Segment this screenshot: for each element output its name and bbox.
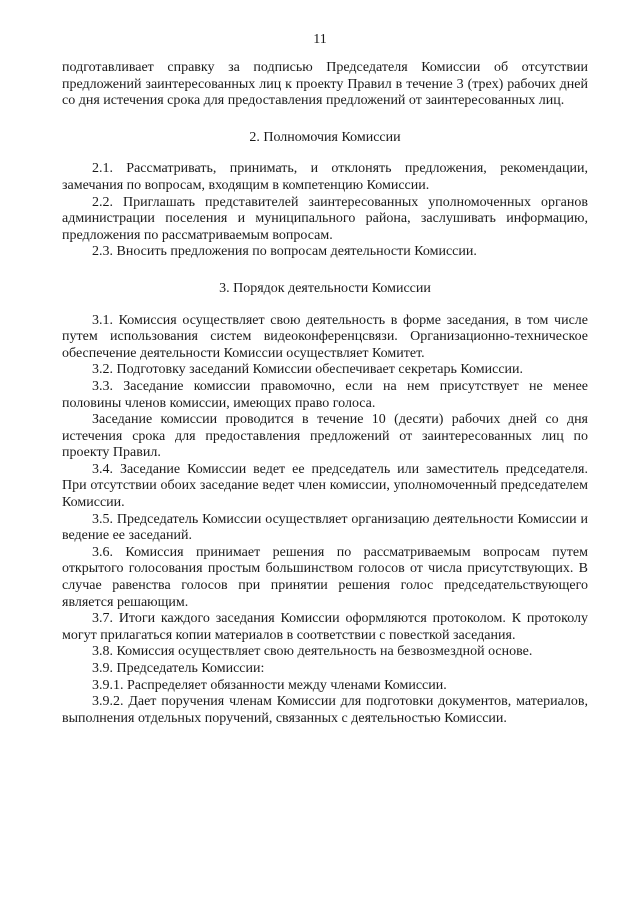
paragraph-3-7: 3.7. Итоги каждого заседания Комиссии оформляются протоколом. К протоколу могут прилагаться копии материалов в соответствии с повесткой заседания. xyxy=(62,611,588,643)
paragraph-3-6: 3.6. Комиссия принимает решения по рассматриваемым вопросам путем открытого голосования простым большинством голосов от числа присутствующих. В случае равенства голосов при принятии решения голос председательствующего является решающим. xyxy=(62,544,588,610)
page-number: 11 xyxy=(313,32,327,47)
paragraph-2-3: 2.3. Вносить предложения по вопросам деятельности Комиссии. xyxy=(92,244,477,260)
section-2-heading: 2. Полномочия Комиссии xyxy=(249,129,401,145)
paragraph-3-9-2: 3.9.2. Дает поручения членам Комиссии для подготовки документов, материалов, выполнения отдельных поручений, связанных с деятельностью Комиссии. xyxy=(62,694,588,726)
paragraph-3-2: 3.2. Подготовку заседаний Комиссии обеспечивает секретарь Комиссии. xyxy=(92,362,524,378)
document-body xyxy=(62,60,588,727)
paragraph-3-1: 3.1. Комиссия осуществляет свою деятельность в форме заседания, в том числе путем использования систем видеоконференцсвязи. Организационно-техническое обеспечение деятельности Комиссии осуществляет Комитет. xyxy=(62,312,588,361)
paragraph-3-8: 3.8. Комиссия осуществляет свою деятельность на безвозмездной основе. xyxy=(92,644,533,660)
paragraph-3-3: 3.3. Заседание комиссии правомочно, если на нем присутствует не менее половины членов комиссии, имеющих право голоса. xyxy=(62,378,588,411)
intro-paragraph: подготавливает справку за подписью Председателя Комиссии об отсутствии предложений заинтересованных лиц к проекту Правил в течение 3 (трех) рабочих дней со дня истечения срока для предоставления предложений от заинтересованных лиц. xyxy=(62,60,588,109)
paragraph-3-9-1: 3.9.1. Распределяет обязанности между членами Комиссии. xyxy=(92,677,447,693)
paragraph-3-4: 3.4. Заседание Комиссии ведет ее председатель или заместитель председателя. При отсутствии обоих заседание ведет член комиссии, уполномоченный председателем Комиссии. xyxy=(62,461,588,511)
section-3-heading: 3. Порядок деятельности Комиссии xyxy=(219,280,431,296)
paragraph-2-1: 2.1. Рассматривать, принимать, и отклонять предложения, рекомендации, замечания по вопросам, входящим в компетенцию Комиссии. xyxy=(62,161,588,193)
paragraph-3-3-cont: Заседание комиссии проводится в течение 10 (десяти) рабочих дней со дня истечения срока для предоставления предложений от заинтересованных лиц по проекту Правил. xyxy=(62,412,588,461)
paragraph-2-2: 2.2. Приглашать представителей заинтересованных уполномоченных органов администрации поселения и муниципального района, заслушивать информацию, предложения по рассматриваемым вопросам. xyxy=(62,194,588,243)
paragraph-3-5: 3.5. Председатель Комиссии осуществляет организацию деятельности Комиссии и ведение ее заседаний. xyxy=(62,511,588,544)
paragraph-3-9: 3.9. Председатель Комиссии: xyxy=(92,661,265,676)
